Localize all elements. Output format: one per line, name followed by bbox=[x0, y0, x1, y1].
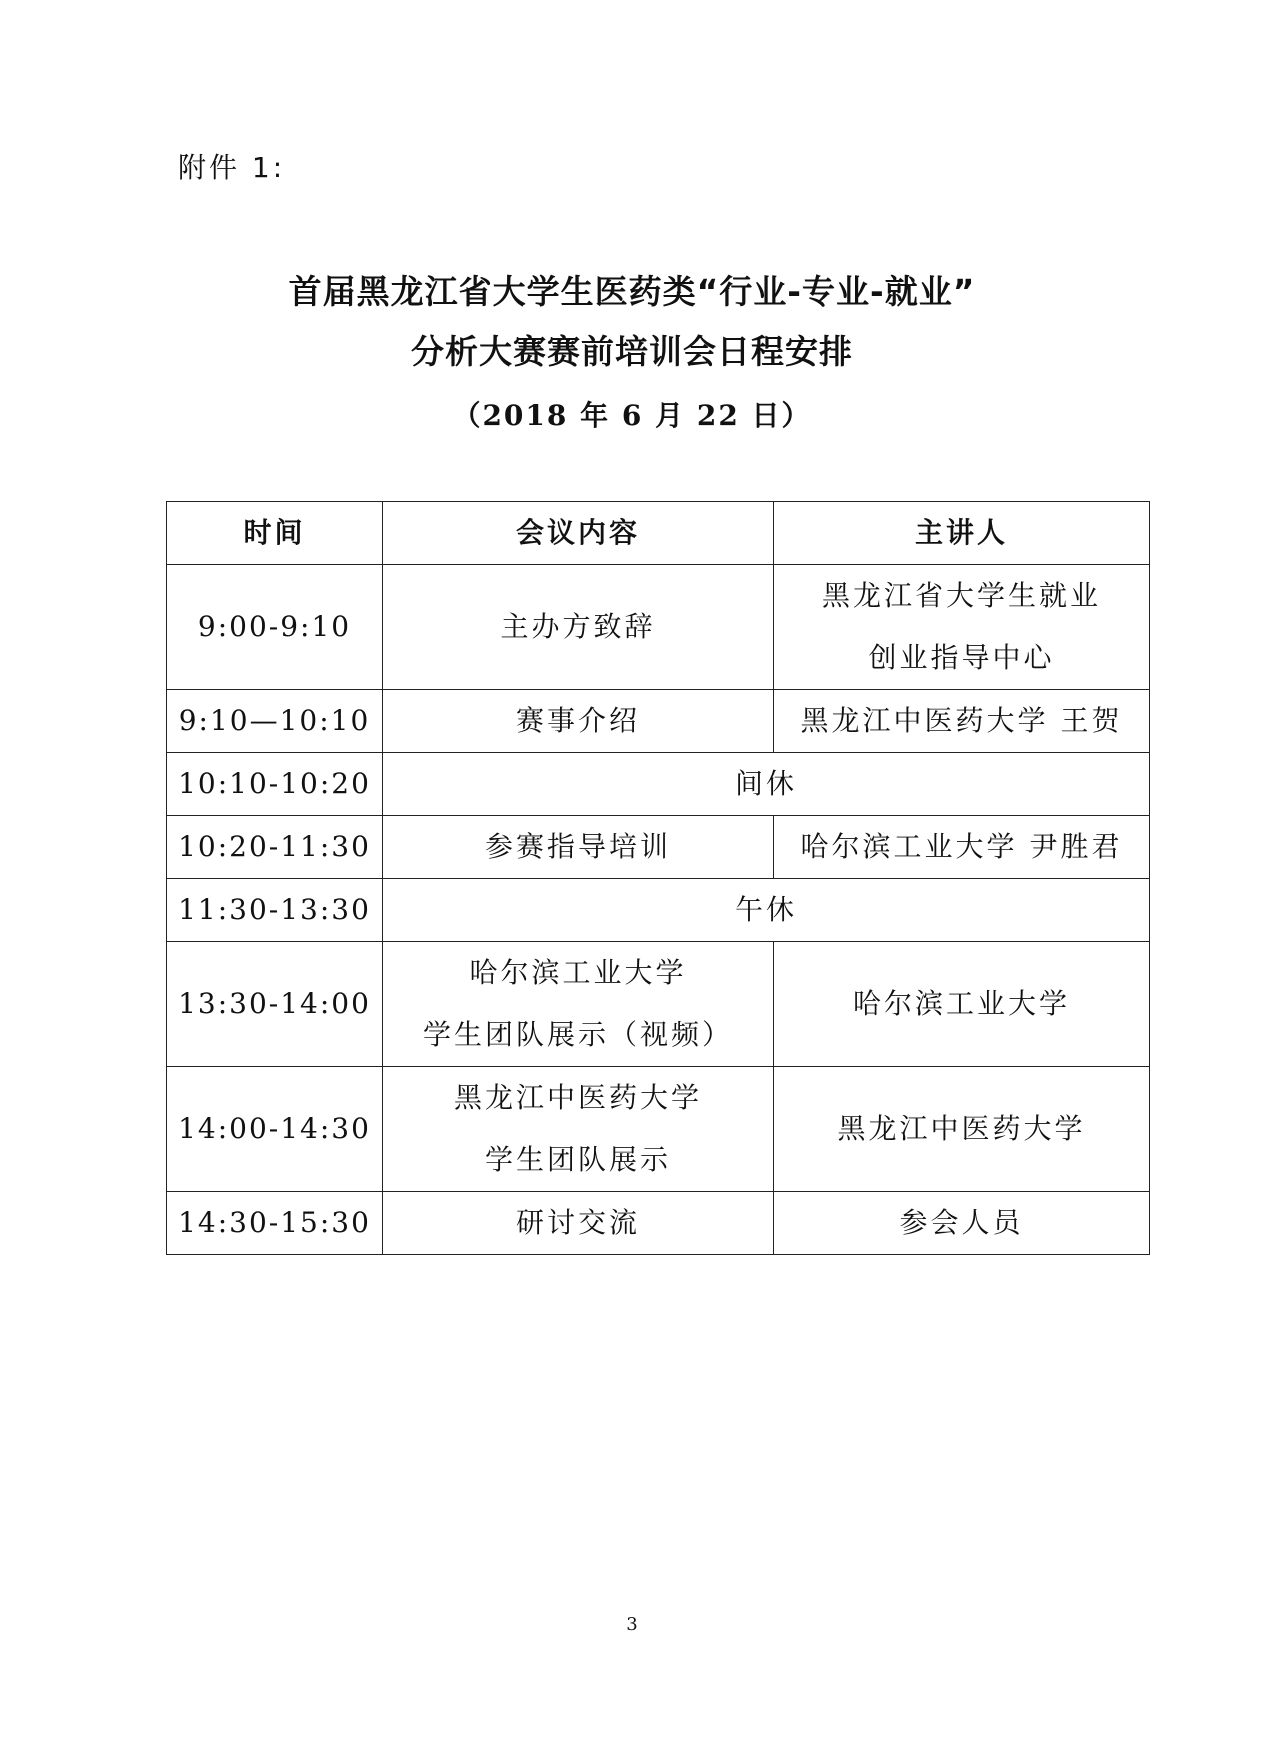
speaker-cell: 黑龙江中医药大学 bbox=[774, 1067, 1150, 1192]
table-row bbox=[167, 1067, 1150, 1192]
document-title-line-1: 首届黑龙江省大学生医药类“行业-专业-就业” bbox=[288, 272, 976, 311]
table-row bbox=[167, 690, 1150, 753]
content-cell: 研讨交流 bbox=[383, 1192, 774, 1255]
content-line-1: 黑龙江中医药大学 bbox=[453, 1081, 702, 1114]
break-cell: 午休 bbox=[383, 879, 1150, 942]
content-line-2: 学生团队展示（视频） bbox=[422, 1018, 733, 1051]
header-content: 会议内容 bbox=[383, 502, 774, 565]
page-number: 3 bbox=[626, 1614, 638, 1635]
table-row bbox=[167, 1192, 1150, 1255]
table-row bbox=[167, 942, 1150, 1067]
time-cell: 9:00-9:10 bbox=[167, 565, 383, 690]
content-cell: 主办方致辞 bbox=[383, 565, 774, 690]
speaker-cell: 哈尔滨工业大学 bbox=[774, 942, 1150, 1067]
content-line-1: 哈尔滨工业大学 bbox=[469, 956, 687, 989]
speaker-cell: 黑龙江中医药大学 王贺 bbox=[774, 690, 1150, 753]
header-speaker: 主讲人 bbox=[774, 502, 1150, 565]
speaker-line-1: 黑龙江省大学生就业 bbox=[821, 579, 1101, 612]
content-cell: 赛事介绍 bbox=[383, 690, 774, 753]
time-cell: 10:10-10:20 bbox=[167, 753, 383, 816]
schedule-table bbox=[166, 501, 1150, 1255]
table-row bbox=[167, 879, 1150, 942]
header-time: 时间 bbox=[167, 502, 383, 565]
content-cell bbox=[383, 942, 774, 1067]
document-date: （2018 年 6 月 22 日） bbox=[452, 399, 812, 432]
speaker-cell: 哈尔滨工业大学 尹胜君 bbox=[774, 816, 1150, 879]
speaker-cell: 参会人员 bbox=[774, 1192, 1150, 1255]
time-cell: 11:30-13:30 bbox=[167, 879, 383, 942]
attachment-label: 附件 1: bbox=[178, 151, 286, 184]
table-header-row bbox=[167, 502, 1150, 565]
document-title-line-2: 分析大赛赛前培训会日程安排 bbox=[411, 332, 853, 371]
content-cell: 参赛指导培训 bbox=[383, 816, 774, 879]
table-row bbox=[167, 816, 1150, 879]
content-cell bbox=[383, 1067, 774, 1192]
time-cell: 14:30-15:30 bbox=[167, 1192, 383, 1255]
time-cell: 10:20-11:30 bbox=[167, 816, 383, 879]
table-row bbox=[167, 753, 1150, 816]
table-row bbox=[167, 565, 1150, 690]
speaker-line-2: 创业指导中心 bbox=[868, 641, 1055, 674]
content-line-2: 学生团队展示 bbox=[484, 1143, 671, 1176]
time-cell: 14:00-14:30 bbox=[167, 1067, 383, 1192]
time-cell: 9:10—10:10 bbox=[167, 690, 383, 753]
time-cell: 13:30-14:00 bbox=[167, 942, 383, 1067]
break-cell: 间休 bbox=[383, 753, 1150, 816]
speaker-cell bbox=[774, 565, 1150, 690]
